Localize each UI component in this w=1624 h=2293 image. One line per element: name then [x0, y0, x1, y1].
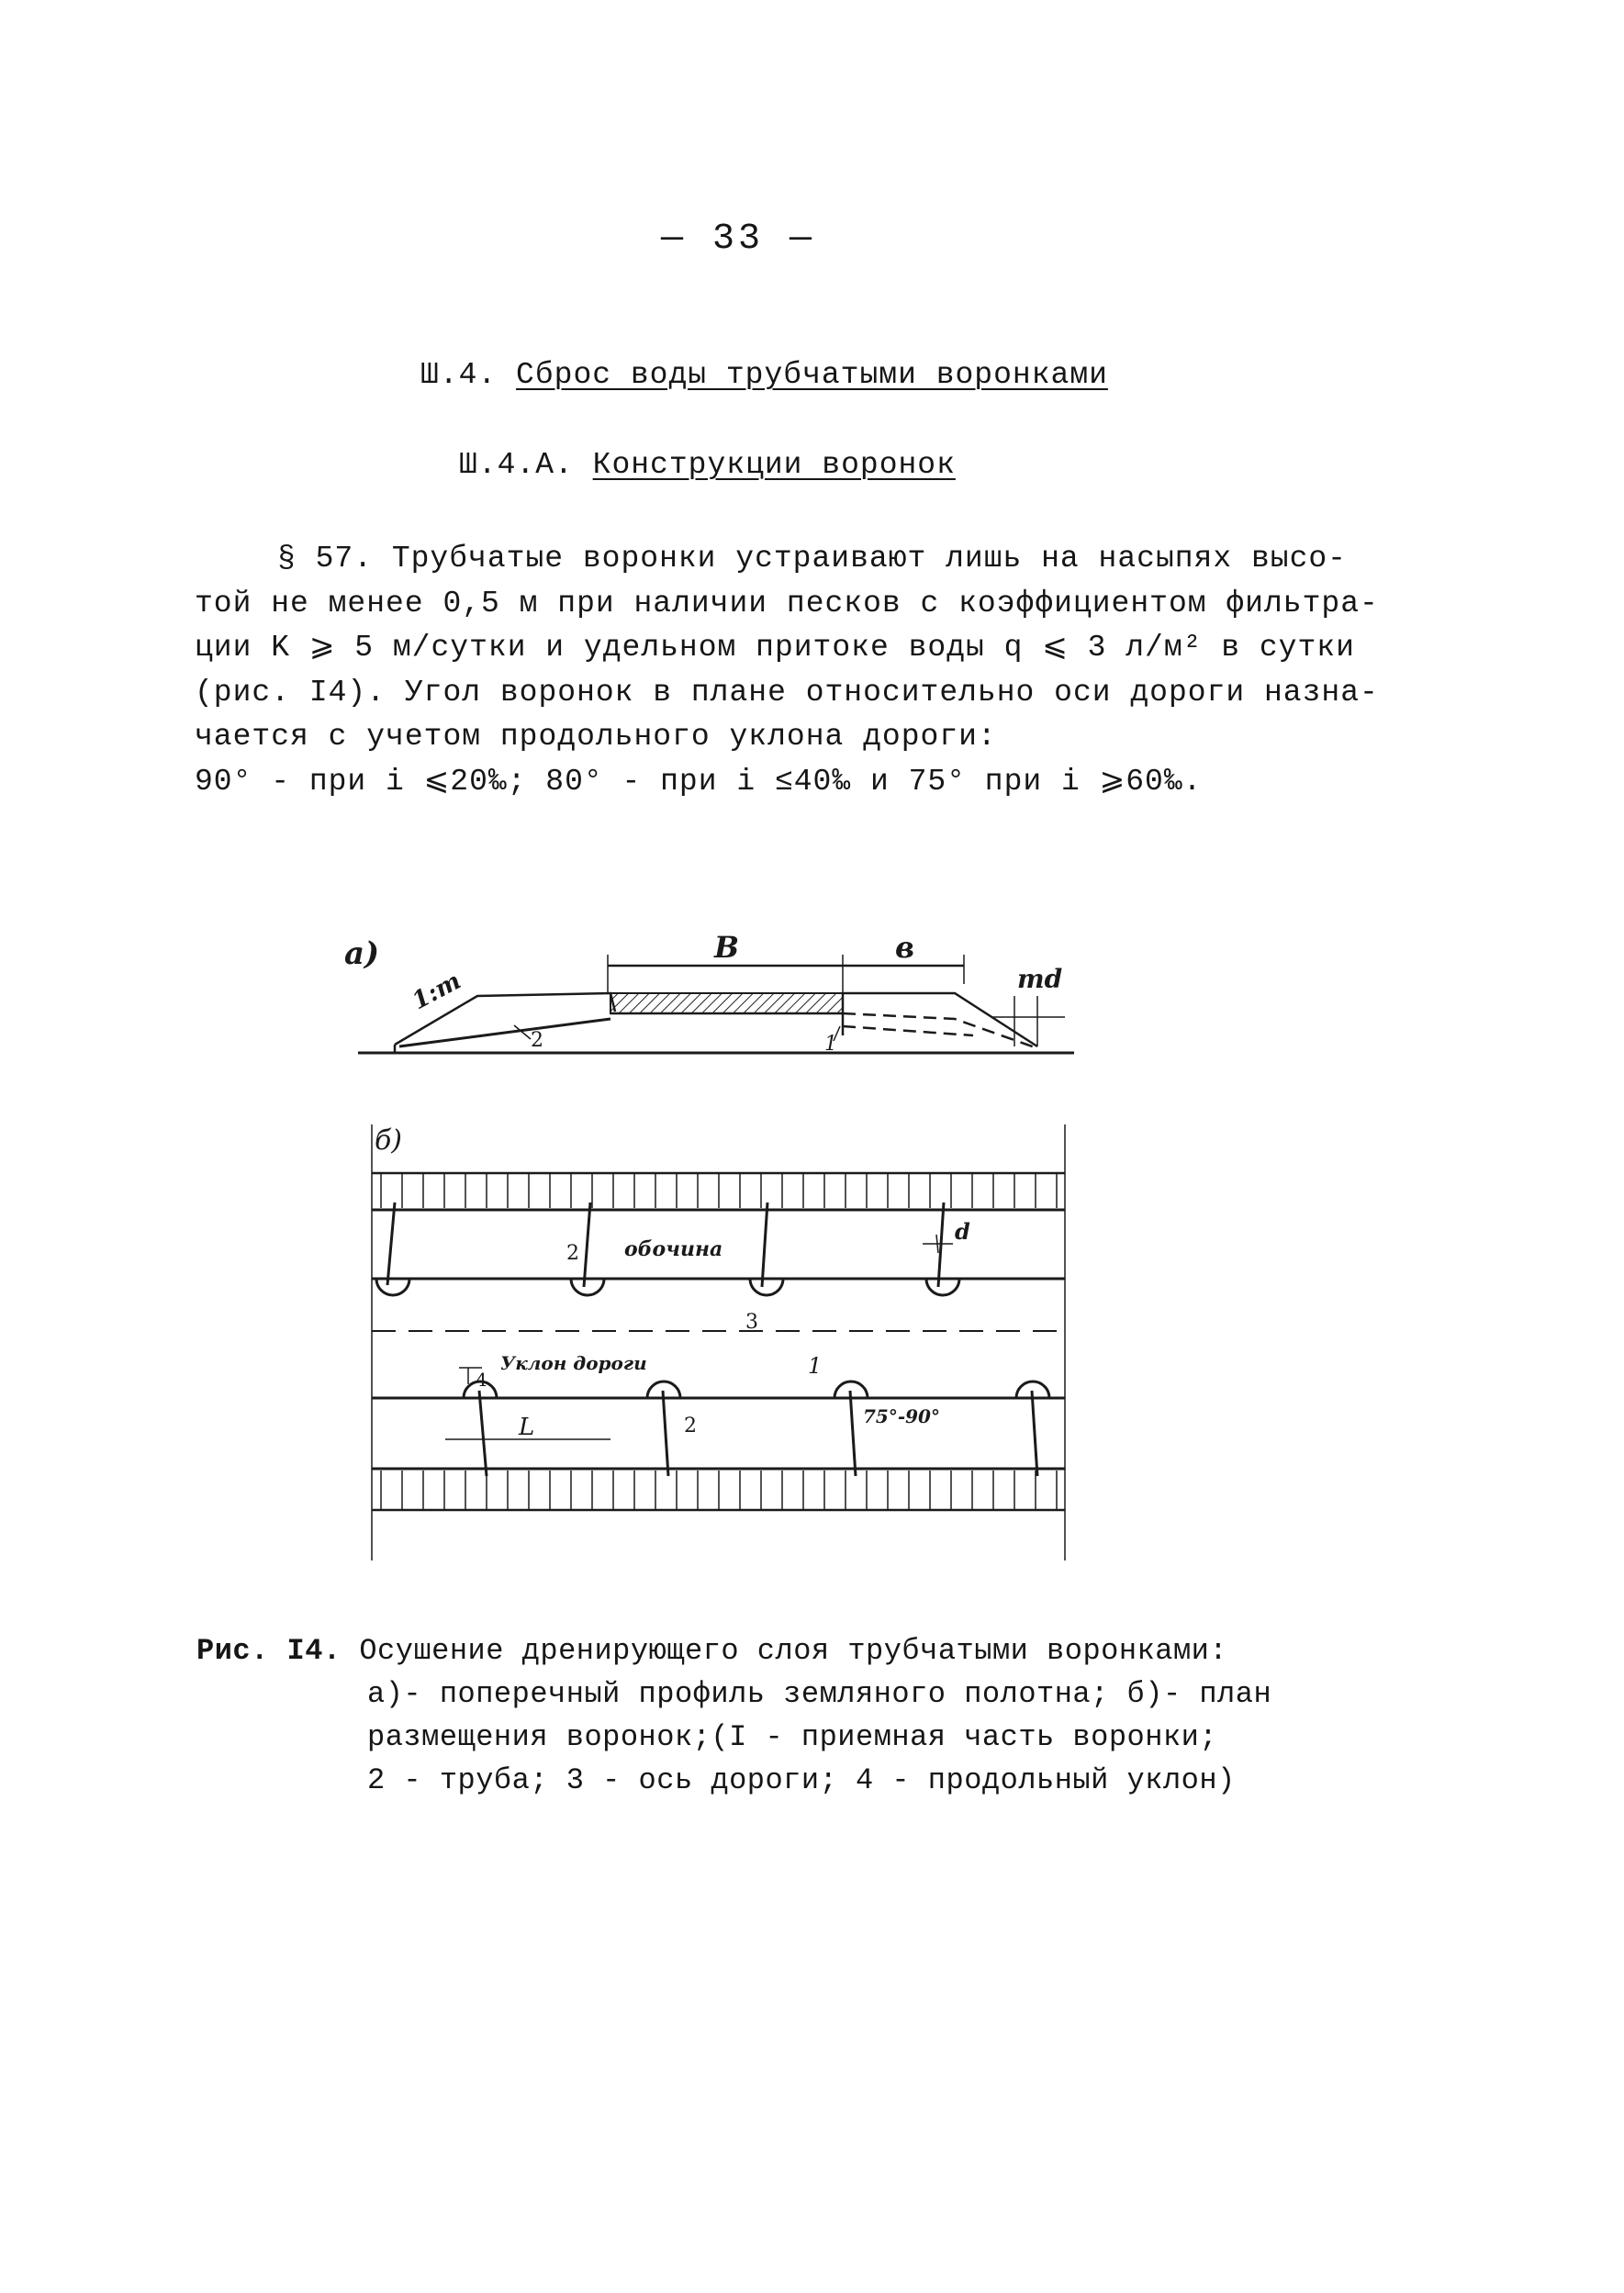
subsection-heading [459, 448, 956, 482]
panel-a-label: а) [344, 935, 380, 972]
funnel-top-4 [926, 1202, 959, 1295]
pipe-diameter-marks [923, 1235, 953, 1253]
paragraph-line: 90° - при i ⩽20‰; 80° - при i ≤40‰ и 75° при i ⩾60‰. [195, 764, 1203, 799]
slope-label: 1:m [408, 967, 466, 1016]
subsection-title: Конструкции воронок [592, 448, 956, 482]
road-slope-label: Уклон дороги [500, 1352, 647, 1374]
page-number: — 33 — [661, 218, 816, 260]
panel-a-cross-profile [358, 955, 1074, 1053]
funnel-label-b: 1 [808, 1353, 823, 1379]
paragraph-line: § 57. Трубчатые воронки устраивают лишь на насыпях высо- [277, 542, 1347, 576]
caption-prefix: Рис. I4. [196, 1634, 342, 1668]
slope-number-label: 4 [476, 1369, 487, 1391]
figure-14-drawing [330, 927, 1092, 1560]
spacing-label: L [519, 1414, 535, 1441]
funnel-top-1 [376, 1202, 409, 1295]
paragraph-line: ции K ⩾ 5 м/сутки и удельном притоке воды q ⩽ 3 л/м² в сутки [195, 631, 1355, 665]
shoulder-label: обочина [624, 1237, 723, 1261]
pipe-label-top: 2 [566, 1242, 579, 1265]
subsection-number: Ш.4.А. [459, 448, 574, 482]
road-width-label: B [714, 930, 740, 965]
funnel-bottom-1 [464, 1381, 497, 1476]
caption-line-3: размещения воронок;(I - приемная часть воронки; [367, 1720, 1218, 1754]
panel-b-label: б) [375, 1124, 403, 1157]
figure-caption [196, 1629, 1271, 1802]
funnel-bottom-4 [1016, 1381, 1049, 1476]
funnel-bottom-2 [647, 1381, 680, 1476]
caption-line-2: а)- поперечный профиль земляного полотна; б)- план [367, 1677, 1272, 1711]
paragraph-line: (рис. I4). Угол воронок в плане относительно оси дороги назна- [195, 675, 1379, 710]
shoulder-width-label: в [895, 930, 915, 965]
paragraph-line: чается с учетом продольного уклона дороги: [195, 720, 997, 754]
caption-line-4: 2 - труба; 3 - ось дороги; 4 - продольный уклон) [367, 1763, 1236, 1797]
funnel-bottom-3 [834, 1381, 868, 1476]
section-heading [420, 358, 1108, 392]
diameter-label: d [955, 1218, 970, 1245]
paragraph-57 [195, 537, 1388, 804]
slope-hatching-top [381, 1173, 1057, 1208]
paragraph-line: той не менее 0,5 м при наличии песков с коэффициентом фильтра- [195, 586, 1379, 621]
pipe-label-bottom: 2 [684, 1415, 697, 1437]
section-number: Ш.4. [420, 358, 498, 392]
angle-label: 75°-90° [863, 1405, 940, 1427]
axis-label: 3 [745, 1311, 758, 1334]
funnel-top-3 [750, 1202, 783, 1295]
caption-line-1: Осушение дренирующего слоя трубчатыми воронками: [359, 1634, 1228, 1668]
funnel-label-a: 1 [824, 1033, 837, 1056]
pipe-label-a: 2 [531, 1029, 543, 1052]
slope-hatching-bottom [381, 1471, 1057, 1510]
md-label: md [1017, 964, 1063, 994]
section-title: Сброс воды трубчатыми воронками [516, 358, 1108, 392]
